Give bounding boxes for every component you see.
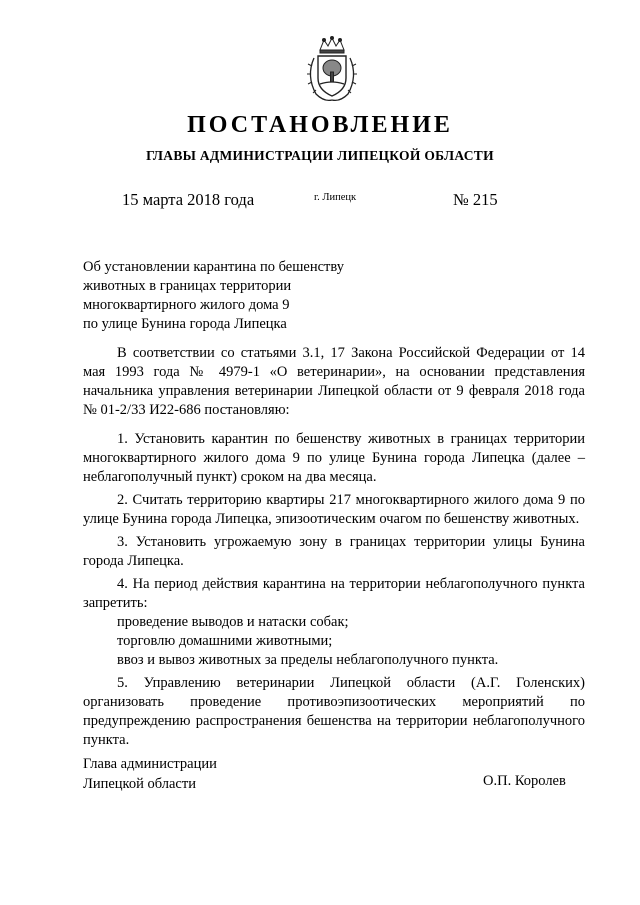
coat-of-arms-icon	[302, 36, 362, 104]
position-line: Липецкой области	[83, 776, 196, 792]
document-date: 15 марта 2018 года	[122, 190, 255, 209]
document-city: г. Липецк	[314, 192, 357, 203]
signatory-position	[83, 754, 217, 794]
item-5-paragraph: 5. Управлению ветеринарии Липецкой области (А.Г. Голенских) организовать проведение противоэпизоотических мероприятий по предупреждению распространения бешенства на территории неблагополучного пункта.	[83, 675, 585, 748]
subject-line: животных в границах территории	[83, 278, 292, 294]
signatory-name: О.П. Королев	[483, 773, 566, 789]
item-4-subitem: проведение выводов и натаски собак;	[117, 614, 349, 630]
item-4-subitem: ввоз и вывоз животных за пределы неблагополучного пункта.	[117, 652, 499, 668]
document-body	[83, 344, 585, 754]
subject-line: по улице Бунина города Липецка	[83, 316, 287, 332]
document-subject	[83, 258, 383, 334]
preamble-paragraph: В соответствии со статьями 3.1, 17 Закона Российской Федерации от 14 мая 1993 года № 4979-1 «О ветеринарии», на основании представления начальника управления ветеринарии Липецкой области от 9 февраля 2018 года № 01-2/33 И22-686 постановляю:	[83, 345, 585, 418]
item-4-subitem: торговлю домашними животными;	[117, 633, 333, 649]
item-1-paragraph: 1. Установить карантин по бешенству животных в границах территории многоквартирного жилого дома 9 по улице Бунина города Липецка (далее – неблагополучный пункт) сроком на два месяца.	[83, 431, 585, 485]
position-line: Глава администрации	[83, 756, 217, 772]
issuing-authority: ГЛАВЫ АДМИНИСТРАЦИИ ЛИПЕЦКОЙ ОБЛАСТИ	[146, 148, 494, 163]
item-4-paragraph: 4. На период действия карантина на территории неблагополучного пункта запретить:	[83, 576, 585, 611]
item-3-paragraph: 3. Установить угрожаемую зону в границах территории улицы Бунина города Липецка.	[83, 534, 585, 569]
document-number: № 215	[453, 190, 498, 209]
subject-line: многоквартирного жилого дома 9	[83, 297, 290, 313]
document-title: ПОСТАНОВЛЕНИЕ	[187, 112, 453, 138]
item-2-paragraph: 2. Считать территорию квартиры 217 многоквартирного жилого дома 9 по улице Бунина города Липецка, эпизоотическим очагом по бешенству животных.	[83, 492, 585, 527]
subject-line: Об установлении карантина по бешенству	[83, 259, 344, 275]
